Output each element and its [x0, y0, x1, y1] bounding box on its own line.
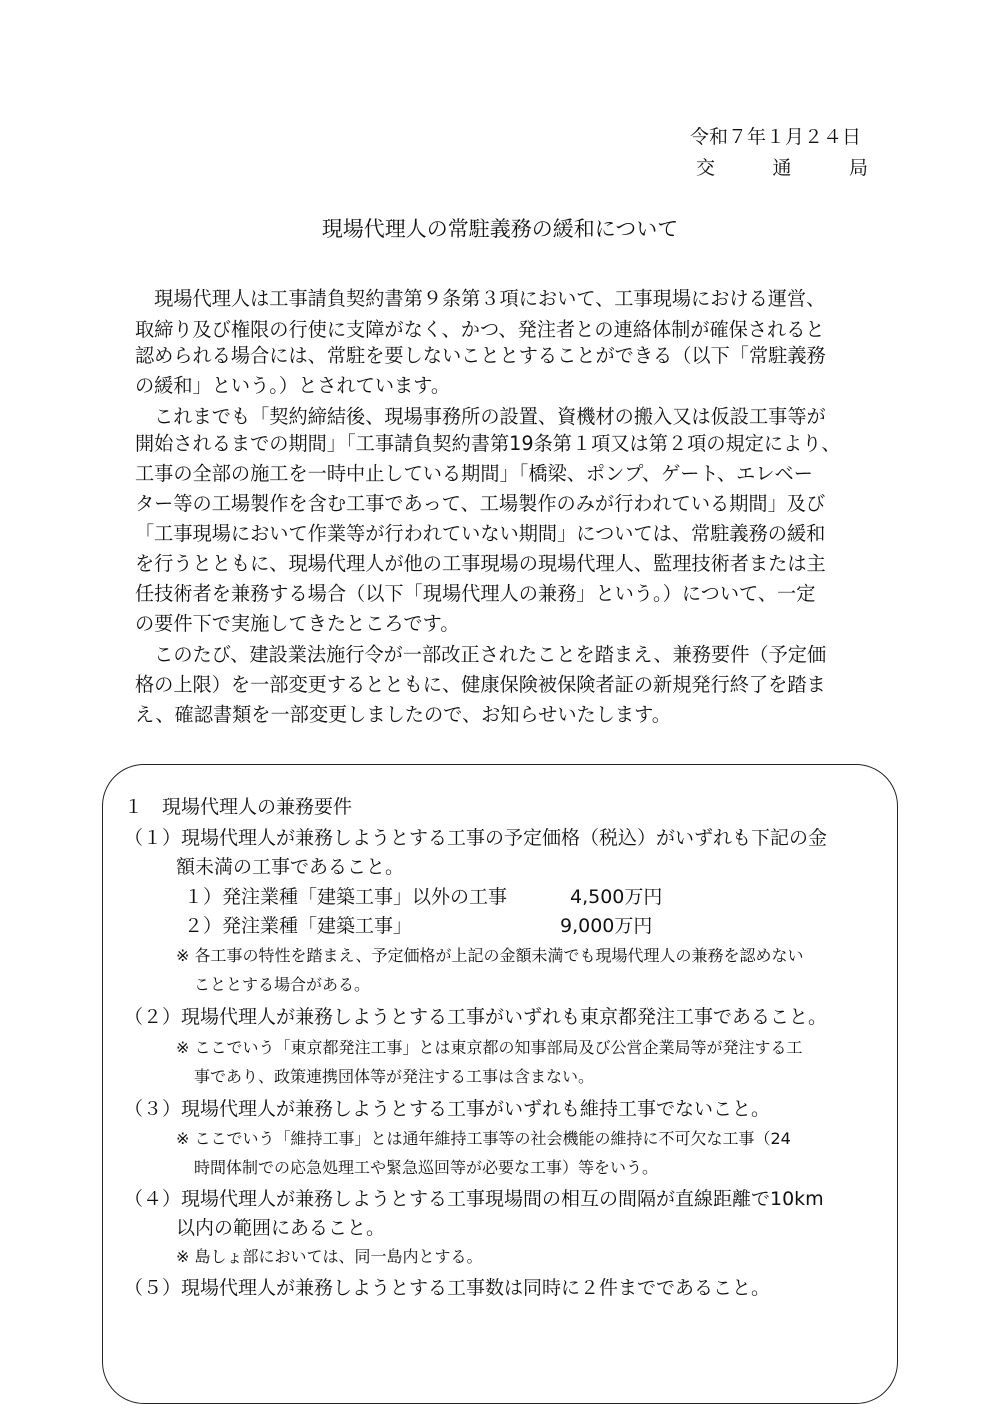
intro-line: 「工事現場において作業等が行われていない期間」については、常駐義務の緩和 [135, 522, 826, 545]
intro-line: 認められる場合には、常駐を要しないこととすることができる（以下「常駐義務 [135, 344, 826, 367]
price-item-2 [184, 911, 744, 938]
org-char-3: 局 [848, 157, 868, 179]
requirement-5: （５）現場代理人が兼務しようとする工事数は同時に２件までであること。 [124, 1277, 771, 1299]
intro-line: え、確認書類を一部変更しましたので、お知らせいたします。 [135, 703, 671, 726]
intro-line: の要件下で実施してきたところです。 [135, 612, 460, 635]
requirement-1-note-cont: こととする場合がある。 [194, 975, 371, 994]
requirement-3-note-cont: 時間体制での応急処理工や緊急巡回等が必要な工事）等をいう。 [194, 1158, 659, 1177]
document-title: 現場代理人の常駐義務の緩和について [321, 217, 679, 241]
price-item-2-value: 9,000万円 [560, 915, 653, 937]
requirement-1-note: ※ 各工事の特性を踏まえ、予定価格が上記の金額未満でも現場代理人の兼務を認めない [176, 946, 804, 965]
price-item-1 [184, 882, 744, 909]
intro-line: ター等の工場製作を含む工事であって、工場製作のみが行われている期間」及び [135, 492, 826, 515]
org-char-1: 交 [696, 157, 716, 179]
requirement-4-note: ※ 島しょ部においては、同一島内とする。 [176, 1247, 483, 1266]
price-item-2-label: ２）発注業種「建築工事」 [184, 915, 413, 937]
requirement-3: （３）現場代理人が兼務しようとする工事がいずれも維持工事でないこと。 [124, 1098, 771, 1120]
requirement-3-note: ※ ここでいう「維持工事」とは通年維持工事等の社会機能の維持に不可欠な工事（24 [176, 1129, 791, 1148]
intro-line: 任技術者を兼務する場合（以下「現場代理人の兼務」という。）について、一定 [135, 582, 816, 605]
intro-line: このたび、建設業法施行令が一部改正されたことを踏まえ、兼務要件（予定価 [135, 643, 827, 666]
intro-line: 格の上限）を一部変更するとともに、健康保険被保険者証の新規発行終了を踏ま [135, 673, 826, 696]
requirement-1: （１）現場代理人が兼務しようとする工事の予定価格（税込）がいずれも下記の金 [124, 827, 828, 849]
requirement-1-cont: 額未満の工事であること。 [176, 856, 405, 878]
price-item-1-value: 4,500万円 [570, 886, 663, 908]
org-char-2: 通 [772, 157, 792, 179]
issuing-organization [696, 153, 868, 180]
intro-line: 現場代理人は工事請負契約書第９条第３項において、工事現場における運営、 [135, 287, 826, 310]
intro-line: 工事の全部の施工を一時中止している期間」「橋梁、ポンプ、ゲート、エレベー [135, 462, 813, 485]
requirement-2-note: ※ ここでいう「東京都発注工事」とは東京都の知事部局及び公営企業局等が発注する工 [176, 1038, 803, 1057]
requirements-heading: １ 現場代理人の兼務要件 [124, 796, 353, 818]
requirement-4-cont: 以内の範囲にあること。 [176, 1217, 386, 1239]
intro-line: を行うとともに、現場代理人が他の工事現場の現場代理人、監理技術者または主 [135, 552, 826, 575]
intro-line: 開始されるまでの期間」「工事請負契約書第19条第１項又は第２項の規定により、 [135, 432, 841, 455]
price-item-1-label: １）発注業種「建築工事」以外の工事 [184, 886, 508, 908]
requirement-2-note-cont: 事であり、政策連携団体等が発注する工事は含まない。 [194, 1067, 595, 1086]
document-date: 令和７年１月２４日 [690, 126, 862, 148]
intro-line: の緩和」という。）とされています。 [135, 374, 451, 397]
requirement-2: （２）現場代理人が兼務しようとする工事がいずれも東京都発注工事であること。 [124, 1006, 828, 1028]
requirement-4: （４）現場代理人が兼務しようとする工事現場間の相互の間隔が直線距離で10km [124, 1188, 824, 1210]
intro-line: これまでも「契約締結後、現場事務所の設置、資機材の搬入又は仮設工事等が [135, 405, 826, 428]
intro-line: 取締り及び権限の行使に支障がなく、かつ、発注者との連絡体制が確保されると [135, 318, 825, 341]
